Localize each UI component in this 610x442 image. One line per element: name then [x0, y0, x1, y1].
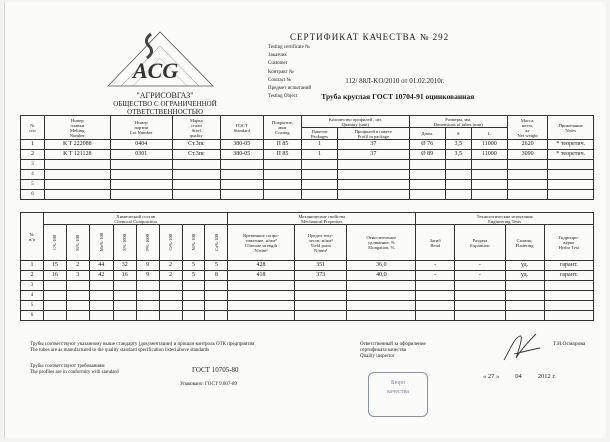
header-packages: Пакетов Packages	[302, 128, 338, 140]
cell: уд.	[505, 271, 544, 281]
header-l: L	[471, 128, 507, 140]
cell: К Т 222088	[44, 140, 110, 150]
cell: 40,0	[347, 271, 416, 281]
cell: 2	[21, 271, 44, 281]
cell: 418	[228, 271, 294, 281]
cell: гарант.	[544, 271, 593, 281]
table-row-empty	[21, 281, 594, 291]
table-row-empty	[21, 160, 594, 170]
cell: Ст.3пс	[172, 140, 220, 150]
header-mechanical: Механические свойства Mechanical Properties	[228, 213, 416, 225]
svg-text:AСG: AСG	[133, 58, 179, 83]
header-coating: Покрытие, мкм Coating	[263, 116, 301, 140]
header-engineering: Технологические испытания Engineering Tests	[416, 213, 594, 225]
field-label: Testing Object	[268, 94, 298, 100]
company-block	[100, 92, 230, 116]
field-row	[268, 60, 583, 68]
row-number: 4	[21, 170, 45, 180]
element-cr: Cr%·100	[168, 234, 174, 251]
header-no: № п/п	[21, 213, 44, 261]
cell: уд.	[505, 261, 544, 271]
table-row	[21, 261, 594, 271]
header-elongation: Относительное удлинение, % Elongation, %	[347, 225, 416, 261]
cell: 380-05	[220, 140, 263, 150]
date-month: 04	[515, 373, 522, 380]
field-label: Контракт №	[268, 69, 294, 75]
field-row	[268, 93, 583, 101]
testing-object: Труба круглая ГОСТ 10704-91 оцинкованная	[321, 92, 475, 102]
certificate-fields	[268, 44, 583, 101]
cell: 8	[205, 271, 228, 281]
footer-line: Трубы соответствуют требованиям	[30, 364, 105, 369]
field-label: Заказчик	[268, 53, 287, 59]
certificate-title: СЕРТИФИКАТ КАЧЕСТВА № 292	[290, 32, 450, 42]
cell: 3090	[507, 150, 548, 160]
cell: 2	[66, 261, 89, 271]
company-line3: ОТВЕТСТВЕННОСТЬЮ	[127, 108, 203, 116]
header-diam: Диам.	[409, 128, 445, 140]
cell: 9	[136, 261, 159, 271]
element-p: P%·1000	[145, 234, 151, 251]
cell: * теоретич.	[548, 140, 594, 150]
header-element	[136, 225, 159, 261]
row-number: 6	[21, 311, 44, 321]
header-element	[159, 225, 182, 261]
footer-line: Трубы соответствуют указанному выше стандарту (документации) и прошли контроль ОТК предприятия	[30, 342, 255, 347]
subtitle-en	[268, 44, 583, 52]
header-hydro: Гидропро- верка Hydro Test	[544, 225, 593, 261]
date-day: « 27 »	[483, 373, 500, 380]
field-row	[268, 69, 583, 77]
cell: 32	[113, 261, 136, 271]
cell: 428	[228, 261, 294, 271]
cell: 5	[182, 271, 205, 281]
header-melting: Номер плавки Melting Number	[44, 116, 110, 140]
inspector-name: Т.И.Осмарова	[553, 341, 586, 347]
date-year: 2012 г.	[537, 373, 556, 380]
stamp-line: Бюро	[391, 380, 405, 386]
field-row	[268, 77, 583, 85]
cell: 16	[43, 271, 66, 281]
table-row	[21, 150, 594, 160]
cell: 1	[302, 140, 338, 150]
cell: 36,0	[347, 261, 416, 271]
quality-stamp	[368, 372, 428, 417]
element-cu: Cu%·100	[213, 233, 219, 252]
certificate-sheet	[4, 2, 606, 438]
cell: 1	[21, 261, 44, 271]
header-expansion: Раздача Expansion	[455, 225, 505, 261]
cell: 15	[43, 261, 66, 271]
header-flattering: Сплющ. Flattering	[505, 225, 544, 261]
row-number: 5	[21, 301, 44, 311]
cell: * теоретич.	[548, 150, 594, 160]
row-number: 3	[21, 160, 45, 170]
cell: 2	[159, 271, 182, 281]
header-element	[66, 225, 89, 261]
signature	[500, 330, 545, 368]
cell: 3,5	[445, 150, 471, 160]
properties-table	[20, 212, 594, 321]
cell: 351	[294, 261, 347, 271]
cell: 1	[302, 150, 338, 160]
element-c: C%·100	[52, 235, 58, 250]
cell: 380-05	[220, 150, 263, 160]
cell: 2	[159, 261, 182, 271]
packing-standard: Упаковано: ГОСТ 9.007-89	[180, 382, 237, 387]
table-row-empty	[21, 291, 594, 301]
cell: П 85	[263, 140, 301, 150]
footer-line: The profiles are in conformity with standard	[30, 370, 119, 375]
footer-line: The tubes are as manufactured to the quality standard specification listed above standards	[30, 348, 210, 353]
header-element	[113, 225, 136, 261]
cell: 2	[21, 150, 45, 160]
cell: 11000	[471, 150, 507, 160]
certificate-date	[483, 373, 556, 380]
header-standard: ГОСТ Standard	[220, 116, 263, 140]
gost-standard: ГОСТ 10705-80	[192, 366, 239, 374]
cell: -	[455, 261, 505, 271]
header-no: № п/п	[21, 116, 45, 140]
header-notes: Примечание Notes	[548, 116, 594, 140]
header-element	[182, 225, 205, 261]
cell: 3,5	[445, 140, 471, 150]
row-number: 3	[21, 281, 44, 291]
element-mn: Mn%·100	[98, 233, 104, 252]
table-row-empty	[21, 311, 594, 321]
table-row-empty	[21, 180, 594, 190]
cell: П 85	[263, 150, 301, 160]
cell: 42	[89, 271, 113, 281]
row-number: 6	[21, 190, 45, 200]
cell: 2620	[507, 140, 548, 150]
cell: К Т 121128	[44, 150, 110, 160]
header-chemical: Химический состав Chemical Composition	[43, 213, 227, 225]
cell: -	[416, 261, 455, 271]
company-line2: ОБЩЕСТВО С ОГРАНИЧЕННОЙ	[113, 100, 217, 108]
cell: -	[416, 271, 455, 281]
header-mass: Масса, нетто, кг Net weight	[507, 116, 548, 140]
header-quantity: Количество профилей , шт. Quantity (unit)	[302, 116, 410, 128]
header-steel: Марка стали Steel quality	[172, 116, 220, 140]
table-row-empty	[21, 190, 594, 200]
cell: 16	[113, 271, 136, 281]
cell: 1	[21, 140, 45, 150]
cell: 11000	[471, 140, 507, 150]
cell: 0301	[110, 150, 172, 160]
element-s: S%·1000	[122, 234, 128, 251]
agrisovgaz-logo	[103, 24, 218, 94]
company-name: "АГРИСОВГАЗ"	[136, 91, 194, 100]
cell: 9	[136, 271, 159, 281]
header-bend: Загиб Bend	[416, 225, 455, 261]
cell: 5	[182, 261, 205, 271]
field-row	[268, 52, 583, 60]
cell: 0404	[110, 140, 172, 150]
conformity-statement	[30, 342, 340, 387]
cell: гарант.	[544, 261, 593, 271]
subtitle-en-text: Testing certificate №	[268, 45, 310, 50]
header-element	[205, 225, 228, 261]
header-yield: Предел теку- чести, н/мм² Yield point N/mm²	[294, 225, 347, 261]
inspector-label: Quality inspector	[360, 354, 395, 359]
table-row	[21, 140, 594, 150]
header-tensile: Временное сопро- тивление, н/мм² Ultimate strength N/mm²	[228, 225, 294, 261]
inspector-label: сертификата качества	[360, 348, 407, 353]
cell: Ø 76	[409, 140, 445, 150]
cell: 373	[294, 271, 347, 281]
cell: Ø 89	[409, 150, 445, 160]
cell: 44	[89, 261, 113, 271]
stamp-line: качества	[387, 389, 409, 395]
row-number: 4	[21, 291, 44, 301]
cell: -	[455, 271, 505, 281]
table-row-empty	[21, 301, 594, 311]
header-element	[43, 225, 66, 261]
cell: Ст.3пс	[172, 150, 220, 160]
field-label: Customer	[268, 61, 288, 67]
header-s: S	[445, 128, 471, 140]
header-element	[89, 225, 113, 261]
table-row-empty	[21, 170, 594, 180]
table-row	[21, 271, 594, 281]
header-in-package: Профилей в пакете Profil in package	[337, 128, 409, 140]
field-value: 112/ 88Л-KO/2010 от 01.02.2010г.	[345, 76, 445, 85]
cell: 5	[205, 261, 228, 271]
row-number: 5	[21, 180, 45, 190]
inspector-label: Ответственный за оформление	[360, 342, 426, 347]
cell: 37	[337, 140, 409, 150]
cell: 3	[66, 271, 89, 281]
element-ni: Ni%·100	[190, 234, 196, 251]
element-si: Si%·100	[75, 234, 81, 251]
field-label: Предмет испытаний	[268, 86, 312, 92]
header-dimensions: Размеры, мм. Dimensions of tubes (mm)	[409, 116, 507, 128]
field-label: Contract №	[268, 77, 292, 83]
header-lot: Номер партии Lot Number	[110, 116, 172, 140]
products-table	[20, 115, 594, 200]
cell: 37	[337, 150, 409, 160]
